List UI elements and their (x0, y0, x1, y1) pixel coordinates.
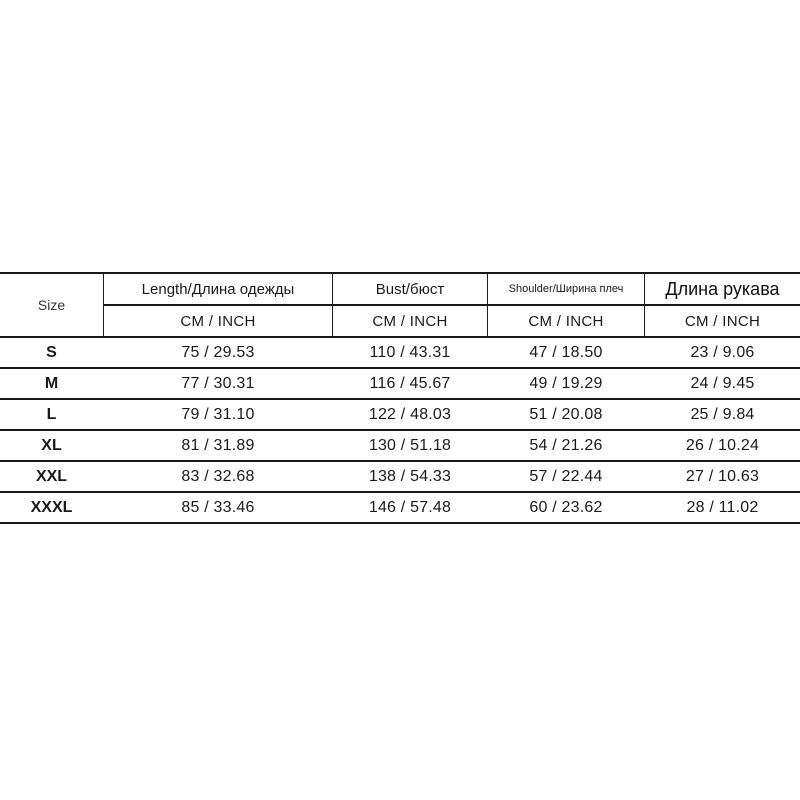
sleeve-value: 23 / 9.06 (690, 343, 755, 361)
bust-value: 146 / 57.48 (368, 498, 452, 516)
size-label: XXL (35, 467, 68, 485)
bust-value: 116 / 45.67 (369, 374, 451, 392)
bust-value: 130 / 51.18 (368, 436, 452, 454)
table-bottom-border (0, 522, 800, 524)
bust-value: 138 / 54.33 (368, 467, 452, 485)
sleeve-value: 26 / 10.24 (685, 436, 760, 454)
bust-value: 122 / 48.03 (368, 405, 452, 423)
size-chart-table (0, 272, 800, 524)
shoulder-column-header: Shoulder/Ширина плеч (508, 283, 624, 295)
shoulder-value: 47 / 18.50 (529, 343, 603, 361)
length-value: 79 / 31.10 (181, 405, 255, 423)
size-label: XXXL (30, 498, 73, 516)
length-value: 85 / 33.46 (181, 498, 255, 516)
length-column-header: Length/Длина одежды (141, 280, 295, 298)
bust-column-header: Bust/бюст (375, 280, 445, 298)
bust-unit-label: CM / INCH (372, 312, 448, 330)
sleeve-value: 28 / 11.02 (686, 498, 759, 516)
size-label: XL (41, 436, 62, 454)
size-label: M (44, 374, 59, 392)
sleeve-unit-label: CM / INCH (684, 312, 761, 330)
length-value: 77 / 30.31 (181, 374, 255, 392)
shoulder-value: 57 / 22.44 (529, 467, 603, 485)
shoulder-value: 54 / 21.26 (529, 436, 603, 454)
shoulder-value: 51 / 20.08 (529, 405, 603, 423)
length-value: 75 / 29.53 (181, 343, 255, 361)
sleeve-value: 25 / 9.84 (690, 405, 755, 423)
sleeve-column-header: Длина рукава (665, 278, 780, 299)
shoulder-value: 49 / 19.29 (529, 374, 603, 392)
size-label: L (46, 405, 57, 423)
shoulder-value: 60 / 23.62 (529, 498, 603, 516)
length-unit-label: CM / INCH (180, 312, 256, 330)
shoulder-unit-label: CM / INCH (528, 312, 604, 330)
size-column-header: Size (37, 297, 66, 313)
length-value: 83 / 32.68 (181, 467, 255, 485)
bust-value: 110 / 43.31 (369, 343, 451, 361)
length-value: 81 / 31.89 (181, 436, 255, 454)
sleeve-value: 27 / 10.63 (685, 467, 760, 485)
size-label: S (46, 343, 57, 361)
sleeve-value: 24 / 9.45 (690, 374, 755, 392)
